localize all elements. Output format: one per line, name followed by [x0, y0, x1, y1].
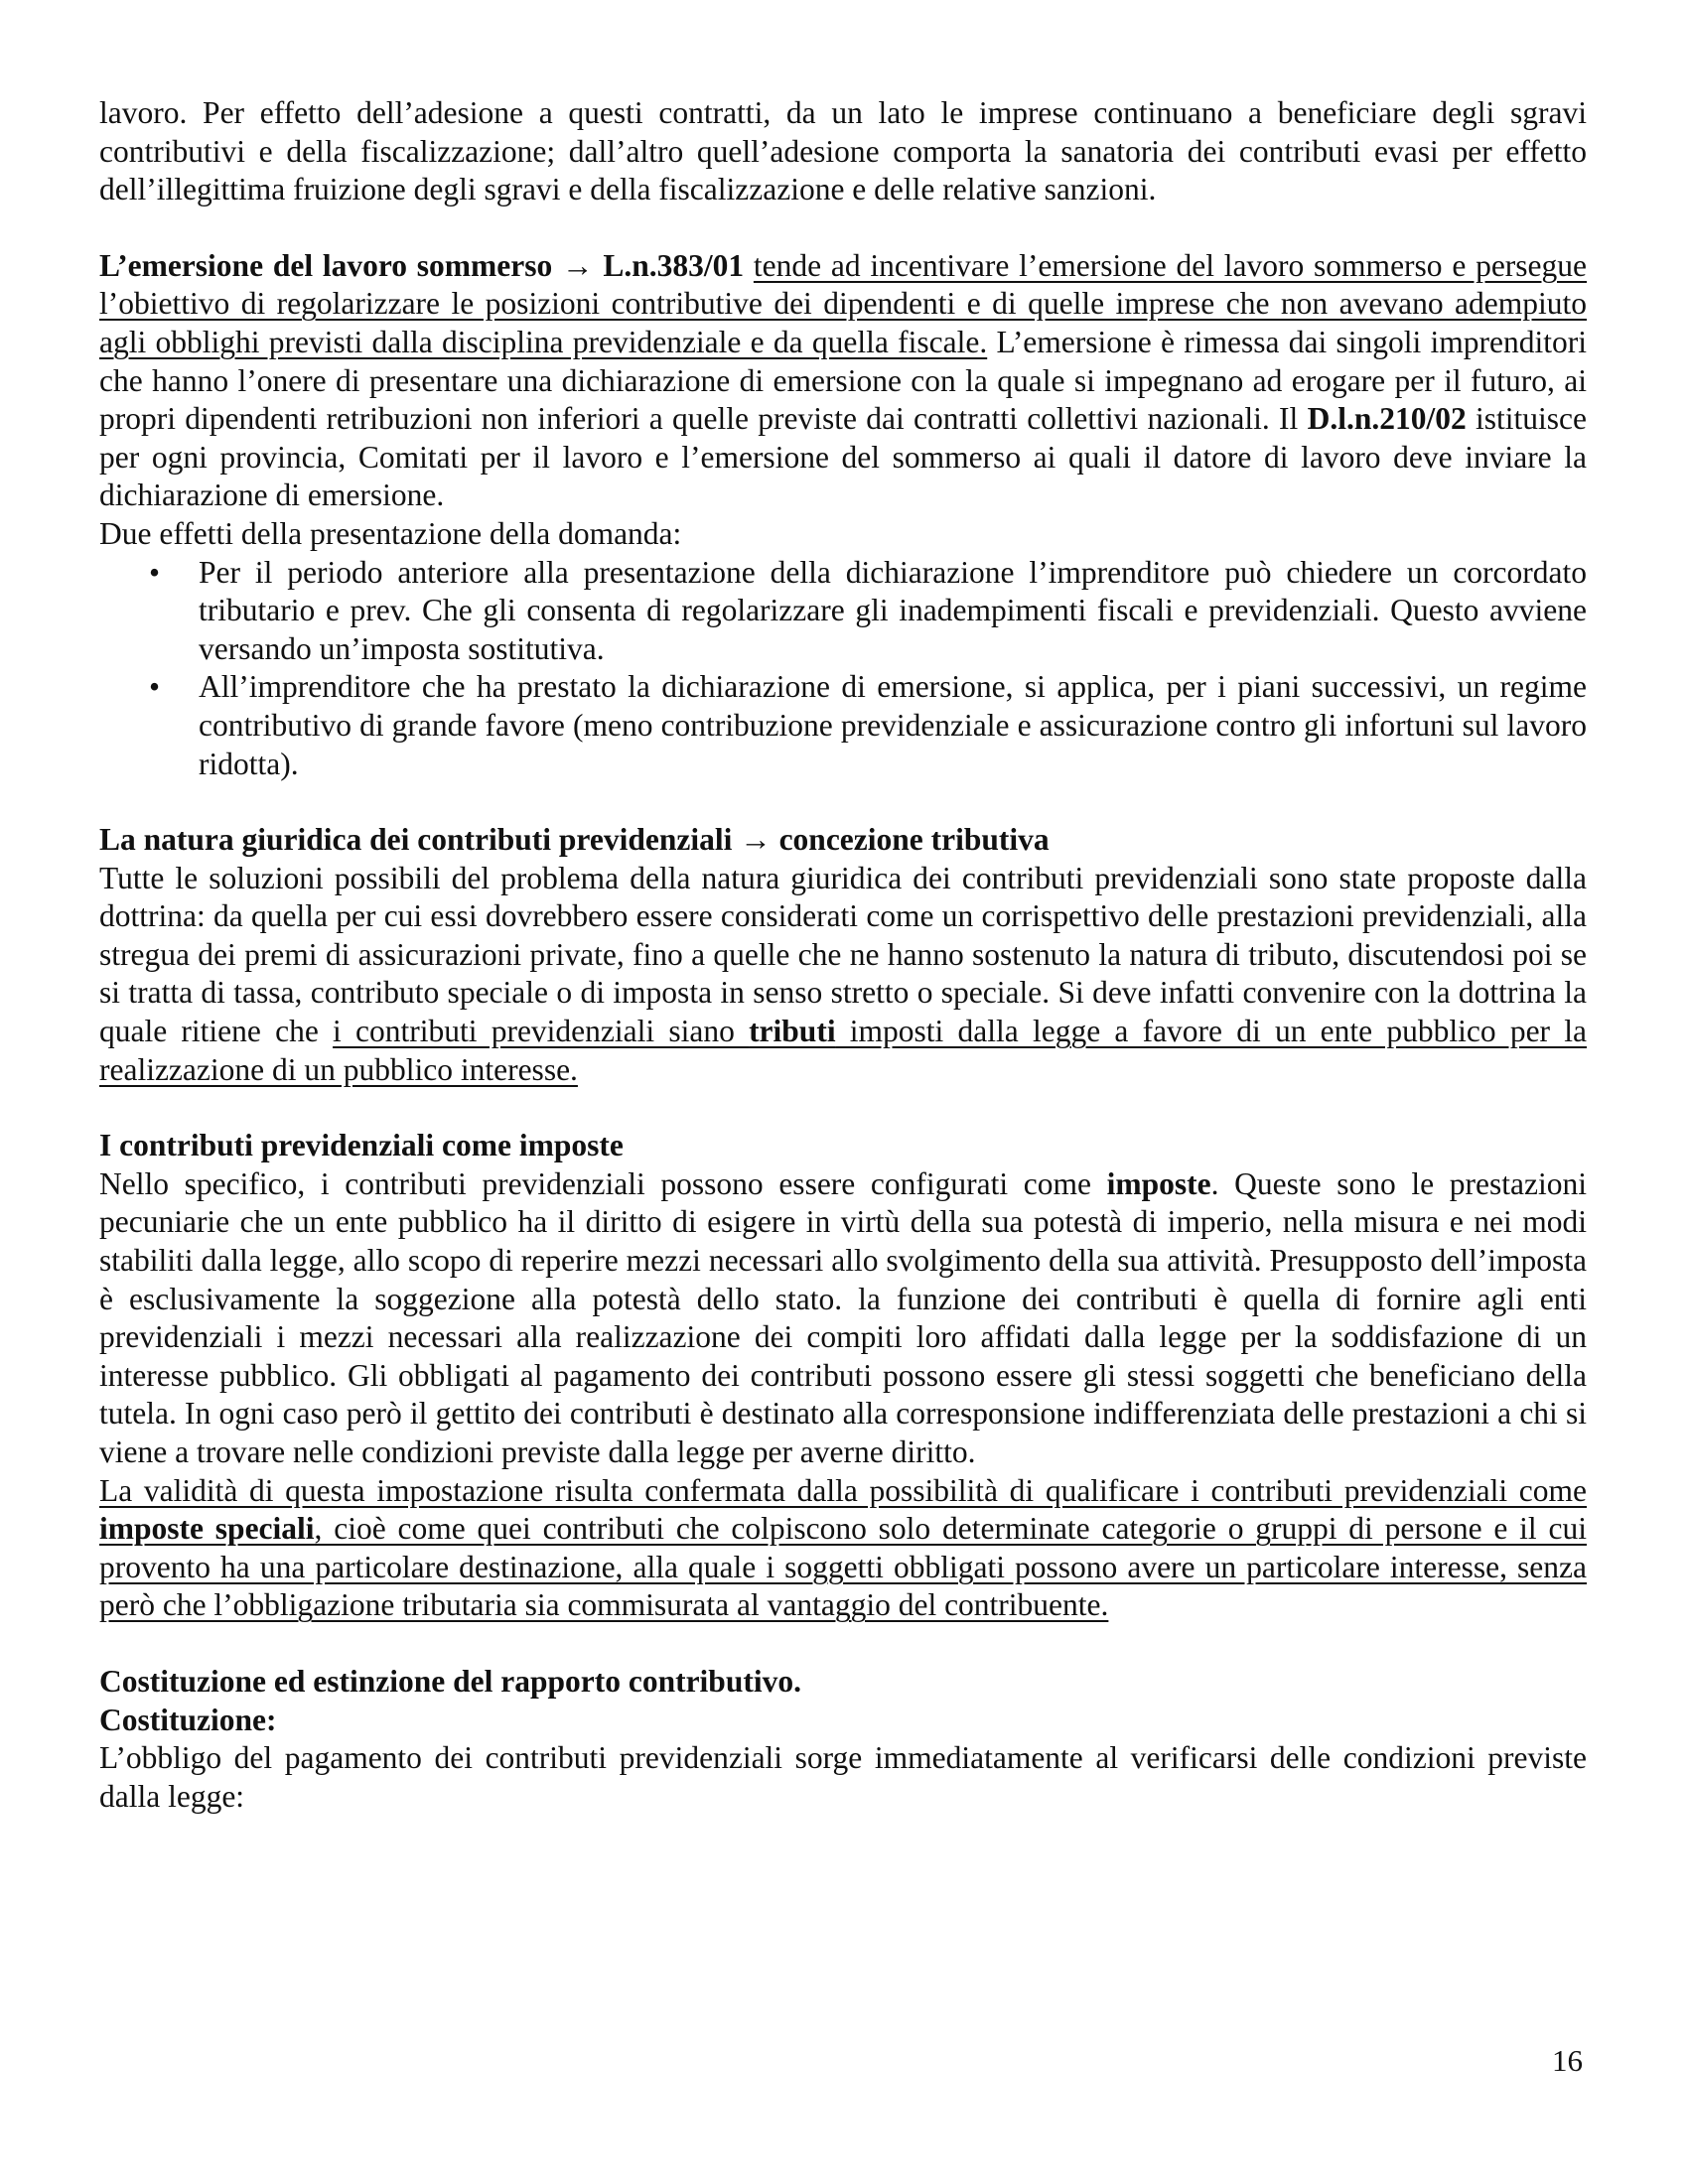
paragraph-text: istituisce per ogni provincia, Comitati per il lavoro e l’emersione del sommerso ai quali il datore di lavoro deve inviare la dichiarazione di emersione.: [99, 401, 1587, 513]
underlined-text: i contributi previdenziali siano: [333, 1014, 750, 1049]
effects-intro: Due effetti della presentazione della domanda:: [99, 515, 682, 551]
subheading-costituzione: Costituzione:: [99, 1702, 277, 1737]
list-item: • All’imprenditore che ha prestato la dichiarazione di emersione, si applica, per i piani successivi, un regime contributivo di grande favore (meno contribuzione previdenziale e assicurazione contro gli infortuni sul lavoro ridotta).: [149, 669, 1587, 781]
decree-reference: D.l.n.210/02: [1307, 401, 1467, 437]
paragraph-imposte: Nello specifico, i contributi previdenziali possono essere configurati come imposte. Queste sono le prestazioni pecuniarie che un ente pubblico ha il diritto di esigere in virtù della sua potestà di imperio, nella misura e nei modi stabiliti dalla legge, allo scopo di reperire mezzi necessari allo svolgimento della sua attività. Presupposto dell’imposta è esclusivamente la soggezione alla potestà dello stato. la funzione dei contributi è quella di fornire agli enti previdenziali i mezzi necessari alla realizzazione dei compiti loro affidati dalla legge per la soddisfazione di un interesse pubblico. Gli obbligati al pagamento dei contributi possono essere gli stessi soggetti che beneficiano della tutela. In ogni caso però il gettito dei contributi è destinato alla corresponsione indifferenziata delle prestazioni a chi si viene a trovare nelle condizioni previste dalla legge per averne diritto.: [99, 1165, 1587, 1469]
underlined-text: , cioè come quei contributi che colpiscono solo determinate categorie o gruppi di persone e il cui provento ha una particolare destinazione, alla quale i soggetti obbligati possono avere un particolare interesse, senza però che l’obbligazione tributaria sia commisurata al vantaggio del contribuente.: [99, 1511, 1587, 1623]
underlined-text: imposti dalla legge a favore di un ente pubblico per la realizzazione di un pubblico interesse.: [99, 1014, 1587, 1087]
section-heading-imposte: I contributi previdenziali come imposte: [99, 1128, 624, 1163]
law-reference: L.n.383/01: [603, 247, 745, 283]
effects-list: [99, 554, 1587, 784]
section-heading-emersione: L’emersione del lavoro sommerso: [99, 247, 553, 283]
arrow-icon: →: [740, 822, 772, 858]
arrow-icon: →: [562, 247, 594, 283]
bullet-icon: •: [149, 669, 161, 705]
section-heading-natura: La natura giuridica dei contributi previdenziali → concezione tributiva: [99, 822, 1050, 858]
bold-term: imposte: [1106, 1165, 1211, 1201]
section-heading-costituzione: Costituzione ed estinzione del rapporto contributivo.: [99, 1663, 801, 1699]
paragraph-intro: lavoro. Per effetto dell’adesione a questi contratti, da un lato le imprese continuano a beneficiare degli sgravi contributivi e della fiscalizzazione; dall’altro quell’adesione comporta la sanatoria dei contributi evasi per effetto dell’illegittima fruizione degli sgravi e della fiscalizzazione e delle relative sanzioni.: [99, 95, 1587, 207]
paragraph-natura: [99, 860, 1587, 1090]
underlined-bold-text: imposte speciali: [99, 1511, 315, 1547]
document-page: [99, 94, 1587, 1816]
underlined-text: tende ad incentivare l’emersione del lavoro sommerso e persegue l’obiettivo di regolarizzare le posizioni contributive dei dipendenti e di quelle imprese che non avevano adempiuto agli obblighi previsti dalla disciplina previdenziale e da quella fiscale.: [99, 247, 1588, 359]
bullet-icon: •: [149, 554, 161, 590]
underlined-text: La validità di questa impostazione risulta confermata dalla possibilità di qualificare i contributi previdenziali come: [99, 1472, 1587, 1508]
paragraph-text: L’emersione è rimessa dai singoli imprenditori che hanno l’onere di presentare una dichiarazione di emersione con la quale si impegnano ad erogare per il futuro, ai propri dipendenti retribuzioni non inferiori a quelle previste dai contratti collettivi nazionali. Il: [99, 324, 1587, 437]
paragraph-imposte-speciali: [99, 1472, 1587, 1625]
section-emersione: [99, 247, 1587, 515]
list-item: • Per il periodo anteriore alla presentazione della dichiarazione l’imprenditore può chiedere un corcordato tributario e prev. Che gli consenta di regolarizzare gli inadempimenti fiscali e previdenziali. Questo avviene versando un’imposta sostitutiva.: [149, 554, 1587, 666]
paragraph-text: Tutte le soluzioni possibili del problema della natura giuridica dei contributi previdenziali sono state proposte dalla dottrina: da quella per cui essi dovrebbero essere considerati come un corrispettivo delle prestazioni previdenziali, alla stregua dei premi di assicurazioni private, fino a quelle che ne hanno sostenuto la natura di tributo, discutendosi poi se si tratta di tassa, contributo speciale o di imposta in senso stretto o speciale. Si deve infatti convenire con la dottrina la quale ritiene che: [99, 860, 1587, 1049]
paragraph-costituzione: L’obbligo del pagamento dei contributi previdenziali sorge immediatamente al verificarsi delle condizioni previste dalla legge:: [99, 1740, 1587, 1814]
page-number: 16: [1552, 2043, 1583, 2078]
underlined-bold-text: tributi: [749, 1014, 836, 1049]
